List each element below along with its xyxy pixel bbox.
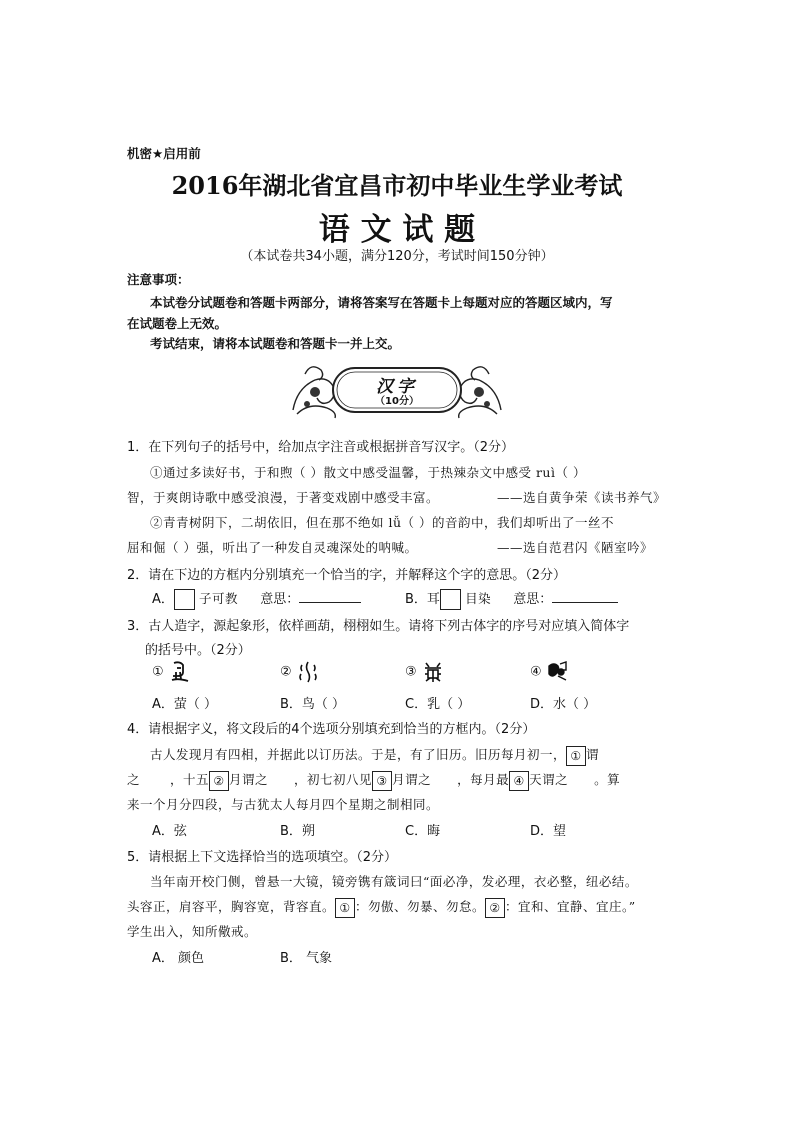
q3-glyph-3 [405,660,445,684]
q5-line1: 当年南开校门侧，曾悬一大镜，镜旁镌有箴词曰“面必净，发必理，衣必整，纽必结。 [150,874,638,889]
q4-line2-f: ，每月最 [457,772,510,787]
notice-line1a: 本试卷分试题卷和答题卡两部分，请将答案写在答题卡上每题对应的答题区域内，写 [150,295,613,310]
q5-line3: 学生出入，知所儆戒。 [127,924,258,939]
q4-line2-c: 月谓之 [229,772,269,787]
q2-a-box[interactable] [174,589,195,610]
q4-line1-text: 古人发现月有四相，并据此以订历法。于是，有了旧历。旧历每月初一， [150,747,567,762]
q4-line2-b: ，十五 [170,772,210,787]
q4-line2-e: 月谓之 [392,772,432,787]
q3-option-b: B．鸟（ ） [280,697,346,712]
q2-option-a [152,588,361,610]
q3-option-d: D．水（ ） [530,697,597,712]
q4-line1-end: 谓 [586,747,600,762]
section-banner [287,358,507,422]
q2-a-label: A． [152,592,174,607]
q5-line2-c: ：宜和、宜静、宜庄。” [505,899,636,914]
q2-a-text: 子可教 [199,591,239,606]
q3-stem-line1: 3．古人造字，源起象形，依样画葫，栩栩如生。请将下列古体字的序号对应填入简体字 [127,619,630,634]
notice-heading: 注意事项： [127,272,190,287]
q5-line2-a: 头容正，肩容平，胸容宽，背容直。 [127,899,336,914]
q3-glyph-2 [280,660,320,684]
q3-glyph-2-label: ② [280,664,292,680]
q2-b-meaning: 意思： [513,592,553,607]
subject-title: 语 文 试 题 [318,212,476,248]
q5-option-b: B． 气象 [280,951,333,966]
confidential-label: 机密★启用前 [127,146,201,161]
q5-box-1[interactable]: ① [335,898,355,918]
q3-glyph-1-label: ① [152,664,164,680]
exam-title: 2016年湖北省宜昌市初中毕业生学业考试 [171,171,623,200]
q5-box-2[interactable]: ② [485,898,505,918]
q4-box-1[interactable]: ① [566,746,586,766]
notice-line1b: 在试题卷上无效。 [127,316,228,331]
q1-p1-source: ——选自黄争荣《读书养气》 [497,490,667,505]
q2-option-b [405,588,618,610]
ancient-water-glyph-icon [296,660,320,684]
ancient-firefly-glyph-icon [421,660,445,684]
q2-b-blank[interactable] [552,590,618,603]
q3-stem-line2: 的括号中。（2分） [145,643,251,658]
q4-option-b: B．朔 [280,824,315,839]
q5-line2-b: ：勿傲、勿暴、勿怠。 [355,899,486,914]
q3-option-a: A．萤（ ） [152,697,218,712]
q3-option-c: C．乳（ ） [405,697,471,712]
q3-glyph-4-label: ④ [530,664,542,680]
q1-p2-line2: 屈和倔（ ）强，听出了一种发自灵魂深处的呐喊。 [127,540,418,555]
q4-option-c: C．晦 [405,824,441,839]
q1-p2-line1: ②青青树阴下，二胡依旧，但在那不绝如 lǚ（ ）的音韵中，我们却听出了一丝不 [150,515,614,530]
q4-box-4[interactable]: ④ [509,771,529,791]
q2-b-box[interactable] [440,589,461,610]
q4-box-2[interactable]: ② [209,771,229,791]
q1-p2-source: ——选自范君闪《陋室吟》 [497,540,654,555]
ancient-nurse-glyph-icon [546,660,570,684]
banner-score: （10分） [375,396,419,407]
q4-box-3[interactable]: ③ [372,771,392,791]
q4-option-d: D．望 [530,824,567,839]
q4-line2 [127,770,620,791]
q4-stem: 4．请根据字义，将文段后的4个选项分别填充到恰当的方框内。（2分） [127,722,536,737]
q5-stem: 5．请根据上下文选择恰当的选项填空。（2分） [127,850,398,865]
q2-b-label: B．耳 [405,592,440,607]
q3-glyph-3-label: ③ [405,664,417,680]
banner-title: 汉字 [376,377,418,397]
ancient-bird-glyph-icon [168,660,192,684]
q1-stem: 1．在下列句子的括号中，给加点字注音或根据拼音写汉字。（2分） [127,440,515,455]
q4-line2-d: ，初七初八见 [294,772,373,787]
q4-line2-g: 天谓之 [529,772,569,787]
exam-subtitle: （本试卷共34小题，满分120分，考试时间150分钟） [240,249,554,264]
q5-option-a: A． 颜色 [152,951,205,966]
q2-stem: 2．请在下边的方框内分别填充一个恰当的字，并解释这个字的意思。（2分） [127,568,567,583]
q1-p1-line2: 智，于爽朗诗歌中感受浪漫，于著变戏剧中感受丰富。 [127,490,440,505]
q2-a-blank[interactable] [299,590,361,603]
q5-line2 [127,897,636,918]
q3-glyph-4 [530,660,570,684]
q3-glyph-1 [152,660,192,684]
q4-line1 [150,745,599,766]
q1-p1-line1: ①通过多读好书，于和煦（ ）散文中感受温馨，于热辣杂文中感受 ruì（ ） [150,465,586,480]
q4-line2-a: 之 [127,772,141,787]
q4-line3: 来一个月分四段，与古犹太人每月四个星期之制相同。 [127,797,440,812]
q2-a-meaning: 意思： [260,592,300,607]
notice-line2: 考试结束，请将本试题卷和答题卡一并上交。 [150,336,401,351]
q4-line2-h: 。算 [594,772,621,787]
q2-b-text: 目染 [465,591,492,606]
q4-option-a: A．弦 [152,824,187,839]
